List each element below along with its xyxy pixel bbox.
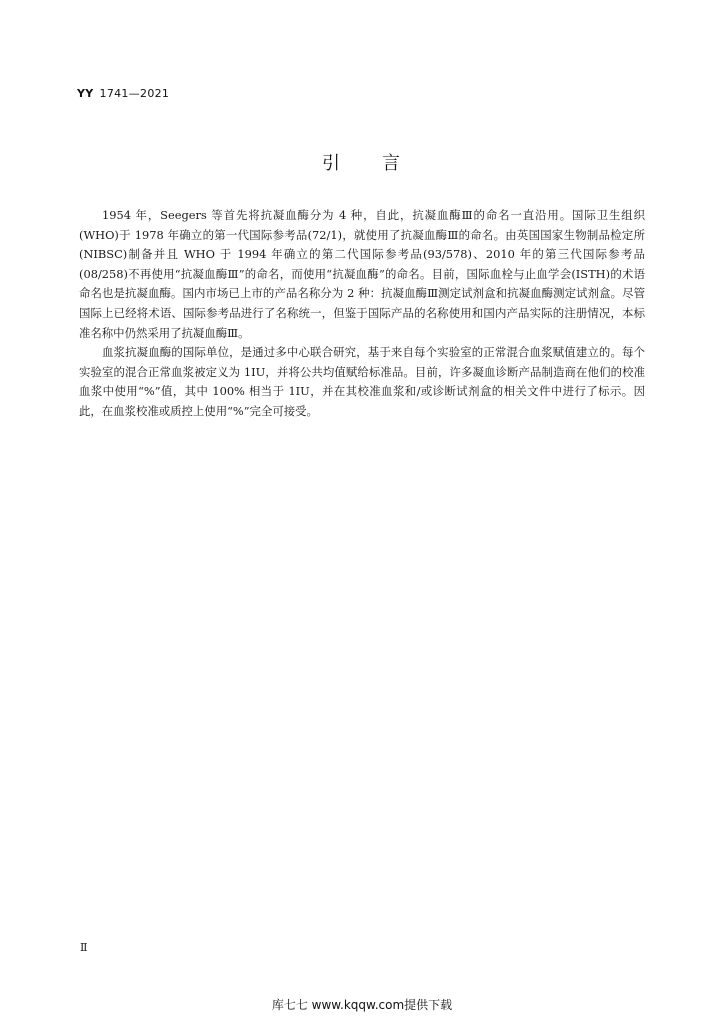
standard-prefix: YY xyxy=(77,87,94,100)
download-watermark: 库七七 www.kqqw.com提供下载 xyxy=(271,998,453,1012)
paragraph-2: 血浆抗凝血酶的国际单位，是通过多中心联合研究，基于来自每个实验室的正常混合血浆赋值建立的。每个实验室的混合正常血浆被定义为 1IU，并将公共均值赋给标准品。目前，许多凝血诊断产品制造商在他们的校准血浆中使用“%”值，其中 100% 相当于 1IU，并在其校准血浆和/或诊断试剂盒的相关文件中进行了标示。因此，在血浆校准或质控上使用“%”完全可接受。 xyxy=(79,345,645,418)
page-number: Ⅱ xyxy=(80,941,88,954)
heading-char-1: 引 xyxy=(322,153,342,174)
standard-code xyxy=(77,87,169,100)
heading-char-2: 言 xyxy=(382,153,402,174)
section-heading xyxy=(0,149,724,175)
standard-number: 1741—2021 xyxy=(99,87,170,100)
introduction-body xyxy=(79,206,645,422)
paragraph-1: 1954 年，Seegers 等首先将抗凝血酶分为 4 种，自此，抗凝血酶Ⅲ的命名一直沿用。国际卫生组织(WHO)于 1978 年确立的第一代国际参考品(72/1)，就使用了抗凝血酶Ⅲ的命名。由英国国家生物制品检定所(NIBSC)制备并且 WHO 于 1994 年确立的第二代国际参考品(93/578)、2010 年的第三代国际参考品(08/258)不再使用“抗凝血酶Ⅲ”的命名，而使用“抗凝血酶”的命名。目前，国际血栓与止血学会(ISTH)的术语命名也是抗凝血酶。国内市场已上市的产品名称分为 2 种：抗凝血酶Ⅲ测定试剂盒和抗凝血酶测定试剂盒。尽管国际上已经将术语、国际参考品进行了名称统一，但鉴于国际产品的名称使用和国内产品实际的注册情况，本标准名称中仍然采用了抗凝血酶Ⅲ。 xyxy=(79,208,645,340)
